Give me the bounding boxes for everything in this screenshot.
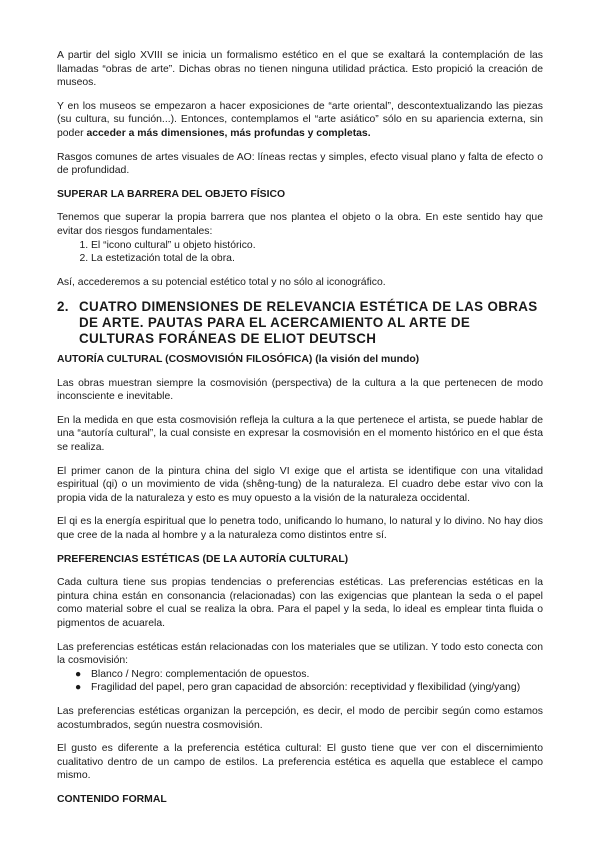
paragraph-autoria: En la medida en que esta cosmovisión refleja la cultura a la que pertenece el artista, se puede hablar de una “autoría cultural”, la cual consiste en expresar la cosmovisión en el momento histórico en el que ésta se realiza. bbox=[57, 414, 543, 454]
bullet-icon: ● bbox=[75, 668, 82, 680]
bullet-text: Fragilidad del papel, pero gran capacidad de absorción: receptividad y flexibilidad (ying/yang) bbox=[91, 682, 521, 694]
risk-item: 2. La estetización total de la obra. bbox=[91, 252, 543, 266]
paragraph-formalismo: A partir del siglo XVIII se inicia un formalismo estético en el que se exaltará la contemplación de las llamadas “obras de arte”. Dichas obras no tienen ninguna utilidad práctica. Esto propició la creación de museos. bbox=[57, 50, 543, 89]
bullet-text: Blanco / Negro: complementación de opuestos. bbox=[91, 668, 310, 680]
bullet-item bbox=[75, 668, 543, 682]
paragraph-gusto: El gusto es diferente a la preferencia estética cultural: El gusto tiene que ver con el discernimiento cualitativo dentro de un campo de estilos. La preferencia estética es aquella que establece el campo mismo. bbox=[57, 743, 543, 782]
paragraph-rasgos: Rasgos comunes de artes visuales de AO: líneas rectas y simples, efecto visual plano y falta de efecto o de profundidad. bbox=[57, 151, 543, 177]
section-number: 2. bbox=[57, 299, 69, 315]
paragraph-museos-bold: acceder a más dimensiones, más profundas y completas. bbox=[86, 127, 371, 139]
paragraph-potencial: Así, accederemos a su potencial estético total y no sólo al iconográfico. bbox=[57, 276, 386, 288]
paragraph-canon: El primer canon de la pintura china del siglo VI exige que el artista se identifique con una vitalidad espiritual (qi) o un movimiento de vida (shêng-tung) de la naturaleza. El cuadro debe estar vivo con la propia vida de la naturaleza y esto es muy opuesto a la visión de la naturaleza occidental. bbox=[57, 465, 543, 504]
paragraph-tendencias: Cada cultura tiene sus propias tendencias o preferencias estéticas. Las preferencias estéticas en la pintura china están en consonancia (relacionadas) con las exigencias que plantean la seda o el papel como material sobre el cual se realiza la obra. Para el papel y la seda, lo ideal es emplear tinta fluida o pigmentos de acuarela. bbox=[57, 577, 543, 629]
heading-contenido-formal: CONTENIDO FORMAL bbox=[57, 793, 167, 805]
paragraph-barrera: Tenemos que superar la propia barrera que nos plantea el objeto o la obra. En este sentido hay que evitar dos riesgos fundamentales: bbox=[57, 212, 543, 237]
paragraph-materiales: Las preferencias estéticas están relacionadas con los materiales que se utilizan. Y todo esto conecta con la cosmovisión: bbox=[57, 641, 543, 667]
heading-preferencias: PREFERENCIAS ESTÉTICAS (DE LA AUTORÍA CULTURAL) bbox=[57, 553, 349, 565]
bullet-item bbox=[75, 681, 543, 695]
risks-list bbox=[57, 239, 543, 266]
heading-superar-barrera: SUPERAR LA BARRERA DEL OBJETO FÍSICO bbox=[57, 188, 286, 200]
bullet-icon: ● bbox=[75, 682, 82, 694]
section-title: CUATRO DIMENSIONES DE RELEVANCIA ESTÉTICA DE LAS OBRAS DE ARTE. PAUTAS PARA EL ACERCAMIENTO AL ARTE DE CULTURAS FORÁNEAS DE ELIOT DEUTSCH bbox=[79, 299, 538, 346]
paragraph-cosmovision: Las obras muestran siempre la cosmovisión (perspectiva) de la cultura a la que pertenecen de modo inconsciente e inevitable. bbox=[57, 377, 543, 403]
paragraph-museos bbox=[57, 100, 543, 141]
paragraph-museos-text: Y en los museos se empezaron a hacer exposiciones de “arte oriental”, descontextualizando las piezas (su cultura, su función...). Entonces, contemplamos el “arte asiático” sólo en su apariencia externa, sin poder bbox=[57, 100, 543, 139]
heading-autoria-cultural: AUTORÍA CULTURAL (COSMOVISIÓN FILOSÓFICA) (la visión del mundo) bbox=[57, 354, 420, 366]
paragraph-qi: El qi es la energía espiritual que lo penetra todo, unificando lo humano, lo natural y lo divino. No hay dios que cree de la nada al hombre y a la naturaleza como distintos entre sí. bbox=[57, 516, 543, 542]
bullet-list bbox=[57, 668, 543, 695]
risk-item: 1. El “icono cultural” u objeto histórico. bbox=[91, 239, 543, 253]
paragraph-percepcion: Las preferencias estéticas organizan la percepción, es decir, el modo de percibir según como estamos acostumbrados, según nuestra cosmovisión. bbox=[57, 705, 543, 731]
section-heading-2 bbox=[57, 299, 543, 346]
